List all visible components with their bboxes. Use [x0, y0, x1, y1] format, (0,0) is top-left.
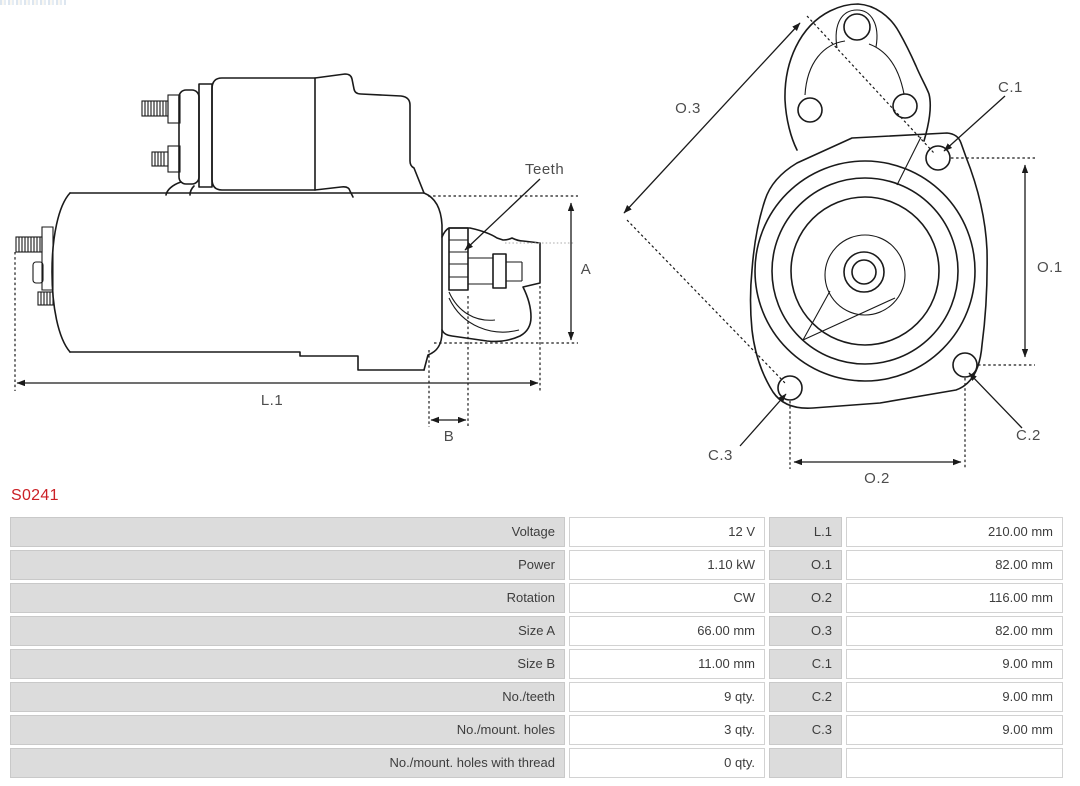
- face-circle-outer: [755, 161, 975, 381]
- spec-label: No./teeth: [10, 682, 565, 712]
- shaft-hub-inner: [852, 260, 876, 284]
- dim-value: 9.00 mm: [846, 682, 1063, 712]
- dim-label: C.3: [769, 715, 842, 745]
- teeth-label: Teeth: [525, 161, 565, 178]
- part-number: S0241: [11, 487, 59, 504]
- spec-label: No./mount. holes: [10, 715, 565, 745]
- dim-label: O.1: [769, 550, 842, 580]
- shaft-hub-outer: [844, 252, 884, 292]
- pinion-gear: [449, 228, 468, 290]
- shaft-collar: [493, 254, 506, 288]
- face-circle-3: [791, 197, 939, 345]
- lower-stub-threads: [41, 292, 50, 305]
- dim-value: 9.00 mm: [846, 649, 1063, 679]
- bearing-boss-circle: [825, 235, 905, 315]
- spec-label: No./mount. holes with thread: [10, 748, 565, 778]
- spec-value: 0 qty.: [569, 748, 765, 778]
- lower-stub: [38, 292, 53, 305]
- dim-label: L.1: [769, 517, 842, 547]
- dim-label: O.3: [769, 616, 842, 646]
- dim-value: 210.00 mm: [846, 517, 1063, 547]
- dim-label-a: A: [580, 261, 592, 278]
- spec-label: Voltage: [10, 517, 565, 547]
- dim-value: 82.00 mm: [846, 616, 1063, 646]
- solenoid-nose-top: [315, 74, 424, 193]
- spec-value: 1.10 kW: [569, 550, 765, 580]
- crown-right-hole: [893, 94, 917, 118]
- dim-label: O.2: [769, 583, 842, 613]
- crown-left-hole: [798, 98, 822, 122]
- dim-label: [769, 748, 842, 778]
- face-wedge-lines: [803, 291, 895, 340]
- crown-outline: [785, 4, 930, 150]
- dim-value: 116.00 mm: [846, 583, 1063, 613]
- crown-inner-arc: [805, 41, 904, 95]
- terminal-stud: [16, 237, 42, 252]
- face-circle-2: [772, 178, 958, 364]
- hole-c2: [953, 353, 977, 377]
- dim-value: 82.00 mm: [846, 550, 1063, 580]
- spec-value: CW: [569, 583, 765, 613]
- motor-body-bottom: [70, 352, 424, 370]
- dim-label-b: B: [443, 428, 455, 445]
- solenoid-stud-top-threads: [145, 101, 166, 116]
- spec-table: [10, 517, 1063, 778]
- dim-o3-ext-c3: [627, 220, 786, 384]
- mounting-flange: [751, 133, 988, 408]
- c3-leader-line: [740, 394, 786, 446]
- drive-housing-inner: [449, 292, 519, 332]
- side-view-drawing: [15, 74, 591, 445]
- front-view-drawing: [624, 4, 1063, 486]
- c1-leader-line: [944, 96, 1005, 151]
- spec-value: 3 qty.: [569, 715, 765, 745]
- top-hole-boss: [836, 10, 877, 48]
- dim-o3-ext-c1: [807, 16, 934, 153]
- solenoid-stud-bottom: [152, 152, 168, 166]
- motor-body-left: [52, 193, 70, 352]
- dim-label-l1: L.1: [260, 392, 284, 409]
- c2-leader-line: [969, 373, 1022, 428]
- solenoid-body: [212, 78, 315, 190]
- dim-label: C.1: [769, 649, 842, 679]
- spec-value: 9 qty.: [569, 682, 765, 712]
- spec-value: 11.00 mm: [569, 649, 765, 679]
- dim-label: C.2: [769, 682, 842, 712]
- pinion-shaft: [468, 258, 522, 284]
- solenoid-stud-top: [142, 101, 168, 116]
- crown-top-hole: [844, 14, 870, 40]
- dim-label-c1: C.1: [998, 79, 1023, 96]
- dim-value: [846, 748, 1063, 778]
- dim-label-c2: C.2: [1016, 427, 1041, 444]
- spec-label: Size B: [10, 649, 565, 679]
- hole-c3: [778, 376, 802, 400]
- solenoid-nose-bottom: [315, 187, 353, 197]
- spec-label: Size A: [10, 616, 565, 646]
- dim-value: 9.00 mm: [846, 715, 1063, 745]
- dim-label-o3: O.3: [675, 100, 701, 117]
- dim-label-o1: O.1: [1037, 259, 1063, 276]
- terminal-stud-threads: [19, 237, 40, 252]
- solenoid-stud-bottom-threads: [155, 152, 164, 166]
- dim-label-c3: C.3: [708, 447, 733, 464]
- face-spoke-line: [897, 137, 921, 185]
- spec-value: 12 V: [569, 517, 765, 547]
- solenoid-cap-1: [179, 90, 199, 184]
- pinion-teeth-lines: [449, 240, 468, 277]
- spec-label: Power: [10, 550, 565, 580]
- spec-value: 66.00 mm: [569, 616, 765, 646]
- drive-housing: [442, 228, 540, 341]
- dim-label-o2: O.2: [864, 470, 890, 486]
- solenoid-cap-2: [199, 84, 212, 187]
- spec-label: Rotation: [10, 583, 565, 613]
